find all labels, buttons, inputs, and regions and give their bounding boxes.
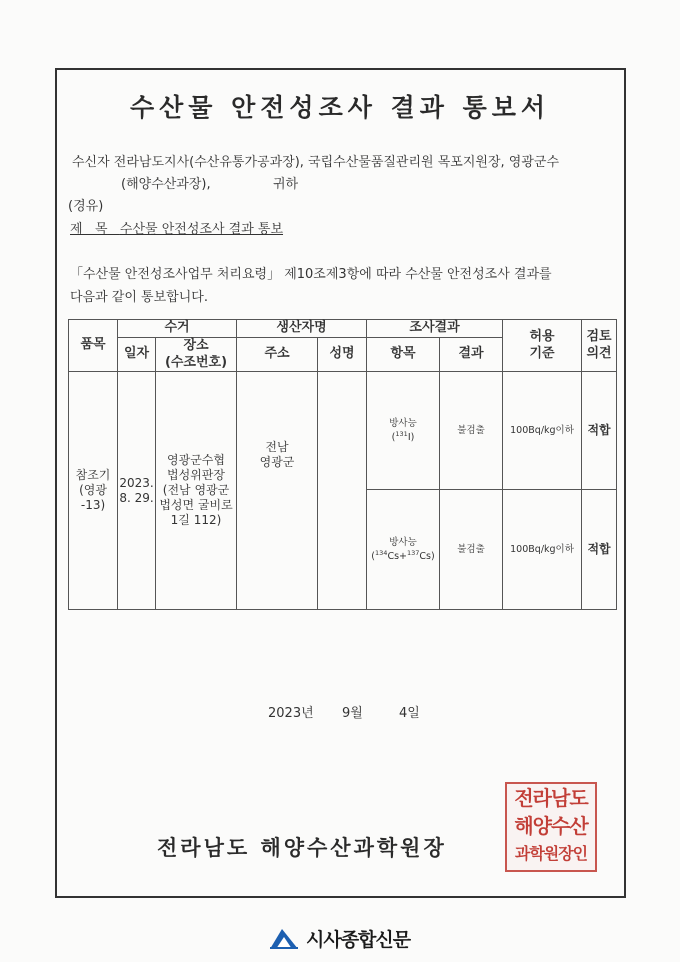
via-line: (경유) xyxy=(68,199,104,214)
test-2-isotope-b-symbol: Cs xyxy=(419,550,432,562)
cell-name xyxy=(318,372,367,610)
issue-date-month: 9월 xyxy=(342,706,363,721)
cell-item xyxy=(69,372,118,610)
cell-opinion-1: 적합 xyxy=(582,372,617,490)
item-line2: (영광 xyxy=(79,483,107,497)
place-line1: 영광군수협 xyxy=(167,453,225,467)
cell-test-item-1 xyxy=(367,372,440,490)
header-result: 결과 xyxy=(440,338,503,372)
header-place xyxy=(156,338,237,372)
address-line2: 영광군 xyxy=(259,455,295,469)
test-2-isotope-a-mass: 134 xyxy=(375,548,388,557)
cell-allowance-1: 100Bq/kg이하 xyxy=(503,372,582,490)
header-allowance xyxy=(503,320,582,372)
header-collection: 수거 xyxy=(118,320,237,338)
header-place-line1: 장소 xyxy=(183,338,209,354)
result-table xyxy=(68,319,617,610)
cell-date xyxy=(118,372,156,610)
place-line3: (전남 영광군 xyxy=(162,483,230,497)
seal-line: 전라남도 xyxy=(514,786,588,810)
header-address: 주소 xyxy=(237,338,318,372)
brand-logo-icon xyxy=(268,927,300,951)
cell-opinion-2: 적합 xyxy=(582,490,617,610)
item-line3: -13) xyxy=(80,498,106,512)
header-test-item: 항목 xyxy=(367,338,440,372)
test-1-isotope: ($^{131}$I) xyxy=(391,429,415,443)
document-title: 수산물 안전성조사 결과 통보서 xyxy=(129,93,551,122)
footer-brand xyxy=(268,925,410,952)
issue-date-year: 2023년 xyxy=(268,706,314,721)
date-line1: 2023. xyxy=(119,475,154,490)
date-line2: 8. 29. xyxy=(119,490,154,505)
test-2-isotope-b-mass: 137 xyxy=(407,548,420,557)
test-1-isotope-symbol: I xyxy=(407,431,411,443)
header-date: 일자 xyxy=(118,338,156,372)
place-line5: 1길 112) xyxy=(170,513,222,527)
subject-line xyxy=(70,218,283,237)
issuer-name: 전라남도 해양수산과학원장 xyxy=(157,836,447,860)
header-survey-result: 조사결과 xyxy=(367,320,503,338)
body-line-1: 「수산물 안전성조사업무 처리요령」 제10조제3항에 따라 수산물 안전성조사 결과를 xyxy=(70,267,552,282)
test-2-label: 방사능 xyxy=(389,536,417,548)
cell-allowance-2: 100Bq/kg이하 xyxy=(503,490,582,610)
cell-test-item-2 xyxy=(367,490,440,610)
header-producer: 생산자명 xyxy=(237,320,367,338)
subject-text: 수산물 안전성조사 결과 통보 xyxy=(119,222,284,237)
cell-address xyxy=(237,372,318,610)
address-line1: 전남 xyxy=(265,440,289,454)
subject-label: 제 목 xyxy=(70,222,108,237)
official-seal xyxy=(505,782,597,872)
test-2-isotope: ($^{134}$Cs+$^{137}$Cs) xyxy=(371,548,435,562)
seal-line: 해양수산 xyxy=(514,814,588,838)
header-allowance-line2: 기준 xyxy=(529,345,555,361)
header-allowance-line1: 허용 xyxy=(529,329,555,345)
cell-result-2: 불검출 xyxy=(440,490,503,610)
header-review xyxy=(582,320,617,372)
recipient-honorific: 귀하 xyxy=(273,177,299,192)
test-2-isotope-a-symbol: Cs xyxy=(387,550,400,562)
body-line-2: 다음과 같이 통보합니다. xyxy=(70,290,208,305)
place-line4: 법성면 굴비로 xyxy=(159,498,233,512)
header-name: 성명 xyxy=(318,338,367,372)
header-item: 품목 xyxy=(69,320,118,372)
recipient-line-2: (해양수산과장), xyxy=(121,177,211,192)
test-1-isotope-mass: 131 xyxy=(395,429,408,438)
seal-line: 과학원장인 xyxy=(514,844,588,863)
cell-result-1: 불검출 xyxy=(440,372,503,490)
item-line1: 참조기 xyxy=(75,468,111,482)
header-review-line1: 검토 xyxy=(586,329,612,345)
issue-date-day: 4일 xyxy=(399,706,420,721)
test-1-label: 방사능 xyxy=(389,417,417,429)
place-line2: 법성위판장 xyxy=(167,468,225,482)
cell-place xyxy=(156,372,237,610)
table-row xyxy=(69,372,617,490)
header-place-line2: (수조번호) xyxy=(164,354,228,370)
brand-name: 시사종합신문 xyxy=(306,929,411,951)
header-review-line2: 의견 xyxy=(586,345,612,361)
recipient-line-1: 수신자 전라남도지사(수산유통가공과장), 국립수산물품질관리원 목포지원장, 영광군수 xyxy=(72,155,560,170)
